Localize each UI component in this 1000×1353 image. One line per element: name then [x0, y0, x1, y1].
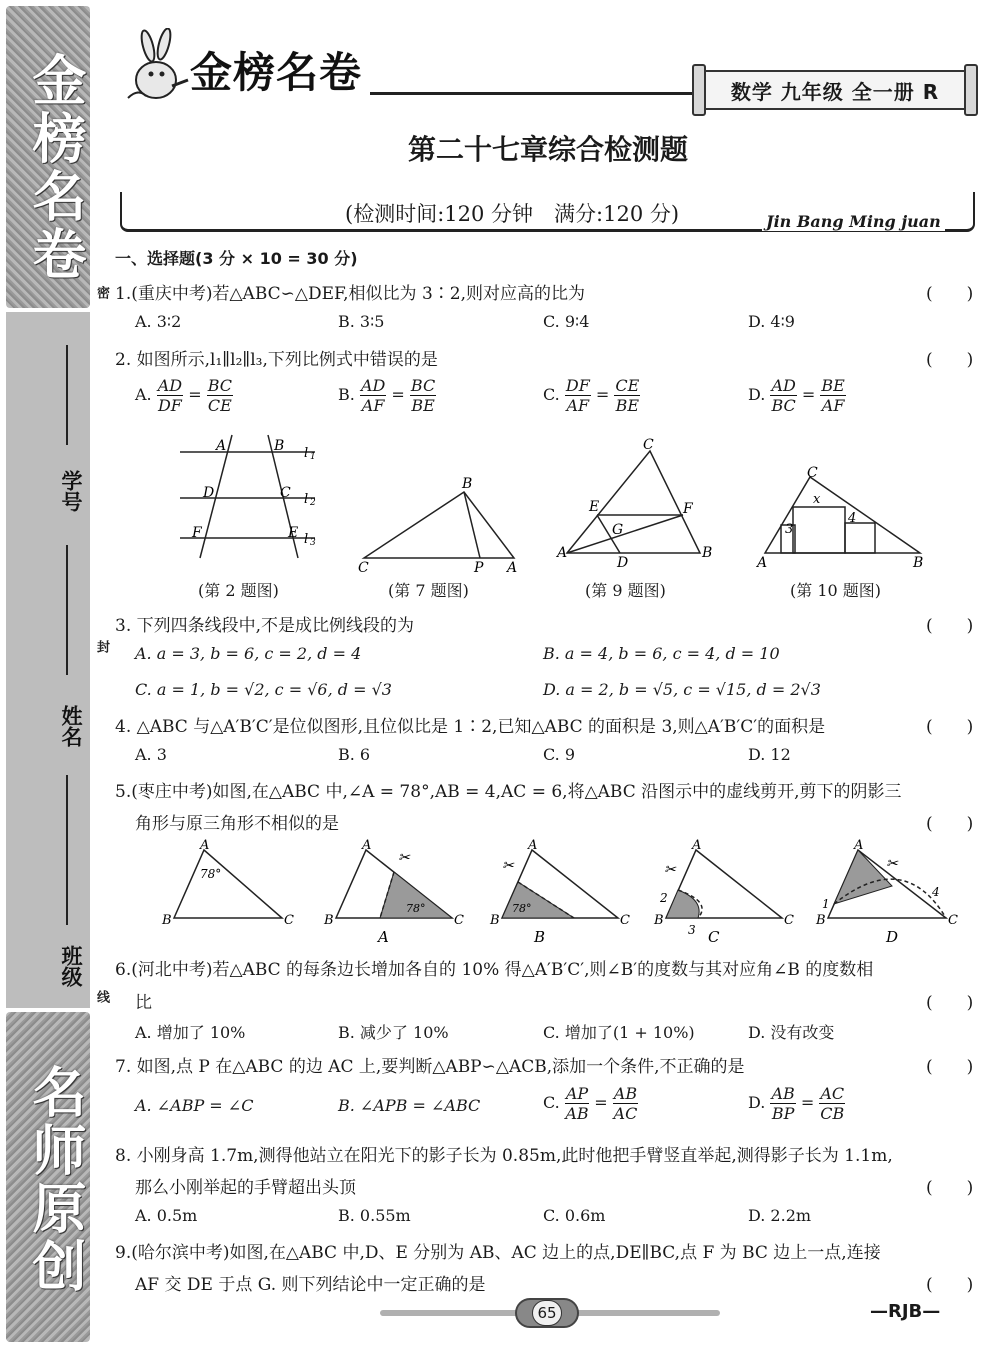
- q1-option-d[interactable]: D. 4∶9: [748, 312, 795, 331]
- page-number-badge: [515, 1298, 579, 1328]
- svg-text:B: B: [913, 555, 924, 571]
- fraction: [565, 376, 591, 415]
- page-title: 第二十七章综合检测题: [407, 133, 688, 166]
- answer-blank-3[interactable]: ( ): [926, 616, 974, 636]
- svg-text:✂: ✂: [502, 858, 514, 874]
- q4-option-c[interactable]: C. 9: [543, 745, 576, 764]
- svg-text:B: B: [162, 913, 172, 928]
- sidebar-brand-bottom: 名师原创: [24, 1064, 87, 1296]
- test-time-score: (检测时间:120 分钟 满分:120 分): [345, 202, 680, 226]
- field-label-name: 姓名: [59, 705, 83, 747]
- figure-q2: [170, 430, 330, 575]
- numerator: DF: [565, 376, 590, 395]
- svg-text:A: A: [216, 438, 227, 454]
- svg-text:F: F: [683, 501, 693, 517]
- seal-mark-1: 密: [94, 286, 109, 299]
- q4-option-b[interactable]: B. 6: [338, 745, 371, 764]
- numerator: BE: [821, 376, 845, 395]
- svg-text:D: D: [617, 555, 629, 571]
- q3-option-c[interactable]: C. a = 1, b = √2, c = √6, d = √3: [135, 680, 392, 699]
- field-label-id: 学号: [59, 470, 83, 512]
- denominator: BP: [771, 1104, 795, 1123]
- option-letter: C.: [543, 1093, 560, 1112]
- field-line: [66, 545, 68, 675]
- svg-text:A: A: [200, 838, 210, 853]
- numerator: AB: [771, 1084, 795, 1103]
- svg-text:1: 1: [822, 897, 830, 911]
- denominator: BE: [411, 396, 435, 415]
- numerator: AP: [565, 1084, 589, 1103]
- denominator: CE: [207, 396, 232, 415]
- option-letter: D.: [748, 1093, 766, 1112]
- q4-option-d[interactable]: D. 12: [748, 745, 791, 764]
- q2-option-a[interactable]: A. $\frac{AD}{DF}$ = $\frac{BC}{CE}$: [135, 376, 232, 415]
- question-6-line-2: 比: [135, 993, 152, 1013]
- svg-text:✂: ✂: [886, 856, 898, 872]
- figure-caption-7: (第 7 题图): [388, 581, 469, 600]
- svg-text:G: G: [612, 522, 624, 538]
- svg-text:A: A: [692, 838, 702, 853]
- svg-text:A: A: [854, 838, 864, 853]
- svg-text:E: E: [589, 499, 600, 515]
- option-letter: B.: [338, 385, 355, 404]
- svg-text:D: D: [203, 485, 215, 501]
- question-5-line-1: 5.(枣庄中考)如图,在△ABC 中,∠A = 78°,AB = 4,AC = 6,将△ABC 沿图示中的虚线剪开,剪下的阴影三: [115, 782, 902, 802]
- svg-text:A: A: [528, 838, 538, 853]
- svg-text:l: l: [304, 532, 309, 547]
- question-8-line-1: 8. 小刚身高 1.7m,测得他站立在阳光下的影子长为 0.85m,此时他把手臂竖直举起,测得影子长为 1.1m,: [115, 1146, 893, 1166]
- q6-option-a[interactable]: A. 增加了 10%: [135, 1023, 246, 1042]
- denominator: CB: [820, 1104, 845, 1123]
- option-label-d: D: [886, 928, 899, 946]
- question-4: 4. △ABC 与△A′B′C′是位似图形,且位似比是 1∶2,已知△ABC 的面积是 3,则△A′B′C′的面积是: [115, 717, 826, 737]
- question-3: 3. 下列四条线段中,不是成比例线段的为: [115, 616, 415, 636]
- fraction: [770, 1084, 795, 1123]
- numerator: BC: [207, 376, 232, 395]
- fraction: [157, 376, 183, 415]
- denominator: AB: [565, 1104, 589, 1123]
- q8-option-c[interactable]: C. 0.6m: [543, 1206, 606, 1225]
- numerator: AD: [360, 376, 386, 395]
- answer-blank-8[interactable]: ( ): [926, 1178, 974, 1198]
- denominator: AC: [613, 1104, 638, 1123]
- page-number: 65: [532, 1300, 562, 1326]
- subject-scroll-banner: [690, 62, 980, 114]
- question-8-line-2: 那么小刚举起的手臂超出头顶: [135, 1178, 356, 1198]
- denominator: AF: [566, 396, 590, 415]
- svg-text:B: B: [490, 913, 500, 928]
- svg-text:l: l: [304, 446, 309, 461]
- header-rule: [370, 92, 696, 95]
- option-letter: A.: [135, 385, 152, 404]
- svg-text:C: C: [643, 437, 654, 453]
- field-label-class: 班级: [59, 945, 83, 987]
- question-9-line-2: AF 交 DE 于点 G. 则下列结论中一定正确的是: [135, 1275, 486, 1295]
- svg-text:C: C: [358, 560, 369, 575]
- q2-option-c[interactable]: C. $\frac{DF}{AF}$ = $\frac{CE}{BE}$: [543, 376, 640, 415]
- denominator: AF: [361, 396, 385, 415]
- answer-blank-6[interactable]: ( ): [926, 993, 974, 1013]
- svg-text:3: 3: [688, 923, 696, 937]
- brand-watermark-en: Jin Bang Ming juan: [762, 212, 945, 231]
- fraction: [820, 376, 845, 415]
- q7-option-c[interactable]: C. $\frac{AP}{AB}$ = $\frac{AB}{AC}$: [543, 1084, 638, 1123]
- svg-text:3: 3: [785, 522, 794, 537]
- sidebar-middle-panel: [6, 312, 90, 1008]
- figure-q5-original: [160, 838, 300, 933]
- fraction: [613, 1084, 638, 1123]
- svg-text:B: B: [702, 545, 713, 561]
- question-5-line-2: 角形与原三角形不相似的是: [135, 814, 339, 834]
- svg-text:A: A: [507, 560, 518, 575]
- q1-option-c[interactable]: C. 9∶4: [543, 312, 590, 331]
- svg-text:C: C: [284, 913, 294, 928]
- svg-text:A: A: [557, 545, 568, 561]
- svg-text:l: l: [304, 492, 309, 507]
- field-line: [66, 345, 68, 445]
- question-1: 1.(重庆中考)若△ABC∽△DEF,相似比为 3∶2,则对应高的比为: [115, 284, 585, 304]
- section-heading: 一、选择题(3 分 × 10 = 30 分): [115, 249, 358, 268]
- figure-q5-option-c[interactable]: [652, 838, 797, 948]
- q7-option-a[interactable]: A. ∠ABP = ∠C: [135, 1096, 254, 1115]
- numerator: AB: [613, 1084, 638, 1103]
- q6-option-d[interactable]: D. 没有改变: [748, 1023, 835, 1042]
- svg-text:P: P: [474, 560, 484, 575]
- figure-q5-option-a[interactable]: [322, 838, 467, 948]
- svg-text:4: 4: [932, 885, 940, 899]
- q2-option-b[interactable]: B. $\frac{AD}{AF}$ = $\frac{BC}{BE}$: [338, 376, 436, 415]
- question-2: 2. 如图所示,l₁∥l₂∥l₃,下列比例式中错误的是: [115, 350, 438, 370]
- q3-option-b[interactable]: B. a = 4, b = 6, c = 4, d = 10: [543, 644, 780, 663]
- svg-text:B: B: [816, 913, 826, 928]
- fraction: [360, 376, 386, 415]
- denominator: BE: [615, 396, 640, 415]
- fraction: [614, 376, 640, 415]
- figure-caption-10: (第 10 题图): [790, 581, 882, 600]
- numerator: AD: [771, 376, 796, 395]
- angle-label: 78°: [406, 902, 426, 915]
- svg-text:E: E: [288, 525, 299, 541]
- svg-text:C: C: [784, 913, 794, 928]
- figure-q9: [555, 435, 720, 575]
- brand-logo-text: 金榜名卷: [190, 48, 363, 97]
- answer-blank-9[interactable]: ( ): [926, 1275, 974, 1295]
- fraction: [819, 1084, 845, 1123]
- figure-q10: [755, 465, 925, 575]
- option-label-b: B: [534, 928, 546, 946]
- svg-text:C: C: [620, 913, 630, 928]
- svg-text:A: A: [757, 555, 768, 571]
- left-sidebar: [0, 0, 92, 1353]
- field-line: [66, 775, 68, 925]
- svg-text:4: 4: [848, 511, 857, 526]
- svg-text:C: C: [454, 913, 464, 928]
- numerator: BC: [410, 376, 436, 395]
- option-letter: C.: [543, 385, 560, 404]
- figure-caption-9: (第 9 题图): [585, 581, 666, 600]
- answer-blank-2[interactable]: ( ): [926, 350, 974, 370]
- svg-text:B: B: [462, 476, 473, 492]
- q1-option-a[interactable]: A. 3∶2: [135, 312, 182, 331]
- svg-text:1: 1: [310, 452, 316, 462]
- q3-option-d[interactable]: D. a = 2, b = √5, c = √15, d = 2√3: [543, 680, 821, 699]
- q7-option-d[interactable]: D. $\frac{AB}{BP}$ = $\frac{AC}{CB}$: [748, 1084, 845, 1123]
- numerator: CE: [615, 376, 640, 395]
- denominator: BC: [771, 396, 796, 415]
- fraction: [207, 376, 233, 415]
- q2-option-d[interactable]: D. $\frac{AD}{BC}$ = $\frac{BE}{AF}$: [748, 376, 845, 415]
- q8-option-d[interactable]: D. 2.2m: [748, 1206, 812, 1225]
- sidebar-brand-top: 金榜名卷: [24, 52, 87, 284]
- svg-text:C: C: [807, 465, 818, 481]
- question-9-line-1: 9.(哈尔滨中考)如图,在△ABC 中,D、E 分别为 AB、AC 边上的点,DE∥BC,点 F 为 BC 边上一点,连接: [115, 1243, 881, 1263]
- q4-option-a[interactable]: A. 3: [135, 745, 167, 764]
- figure-q5-option-d[interactable]: [814, 838, 964, 948]
- answer-blank-5[interactable]: ( ): [926, 814, 974, 834]
- q1-option-b[interactable]: B. 3∶5: [338, 312, 385, 331]
- svg-text:F: F: [192, 525, 202, 541]
- figure-q7: [352, 470, 527, 575]
- question-6-line-1: 6.(河北中考)若△ABC 的每条边长增加各自的 10% 得△A′B′C′,则∠B′的度数与其对应角∠B 的度数相: [115, 960, 874, 980]
- seal-mark-2: 封: [94, 640, 109, 653]
- question-7: 7. 如图,点 P 在△ABC 的边 AC 上,要判断△ABP∽△ACB,添加一个条件,不正确的是: [115, 1057, 745, 1077]
- option-label-c: C: [708, 928, 720, 946]
- svg-text:✂: ✂: [664, 862, 676, 878]
- angle-label: 78°: [200, 867, 222, 881]
- fraction: [770, 376, 796, 415]
- q8-option-a[interactable]: A. 0.5m: [135, 1206, 198, 1225]
- figure-q5-option-b[interactable]: [488, 838, 633, 948]
- scroll-end-right: [964, 64, 978, 116]
- answer-blank-4[interactable]: ( ): [926, 717, 974, 737]
- q7-option-b[interactable]: B. ∠APB = ∠ABC: [338, 1096, 481, 1115]
- svg-text:x: x: [813, 492, 821, 507]
- svg-text:✂: ✂: [398, 850, 410, 866]
- numerator: AD: [157, 376, 183, 395]
- numerator: AC: [820, 1084, 845, 1103]
- edition-code: —RJB—: [870, 1301, 941, 1322]
- q6-option-c[interactable]: C. 增加了(1 + 10%): [543, 1023, 695, 1042]
- svg-text:C: C: [948, 913, 958, 928]
- angle-label: 78°: [512, 902, 532, 915]
- svg-text:B: B: [274, 438, 285, 454]
- fraction: [410, 376, 436, 415]
- answer-blank-1[interactable]: ( ): [926, 284, 974, 304]
- figure-caption-2: (第 2 题图): [198, 581, 279, 600]
- subject-label: 数学 九年级 全一册 R: [704, 70, 966, 110]
- seal-mark-3: 线: [94, 990, 109, 1003]
- svg-text:2: 2: [660, 891, 668, 905]
- option-label-a: A: [378, 928, 389, 946]
- answer-blank-7[interactable]: ( ): [926, 1057, 974, 1077]
- svg-text:3: 3: [310, 538, 316, 548]
- q3-option-a[interactable]: A. a = 3, b = 6, c = 2, d = 4: [135, 644, 362, 663]
- svg-text:2: 2: [310, 498, 316, 508]
- denominator: AF: [821, 396, 845, 415]
- svg-text:B: B: [324, 913, 334, 928]
- denominator: DF: [157, 396, 182, 415]
- svg-text:A: A: [362, 838, 372, 853]
- q6-option-b[interactable]: B. 减少了 10%: [338, 1023, 449, 1042]
- svg-text:B: B: [654, 913, 664, 928]
- fraction: [565, 1084, 589, 1123]
- svg-text:C: C: [280, 485, 291, 501]
- option-letter: D.: [748, 385, 766, 404]
- q8-option-b[interactable]: B. 0.55m: [338, 1206, 411, 1225]
